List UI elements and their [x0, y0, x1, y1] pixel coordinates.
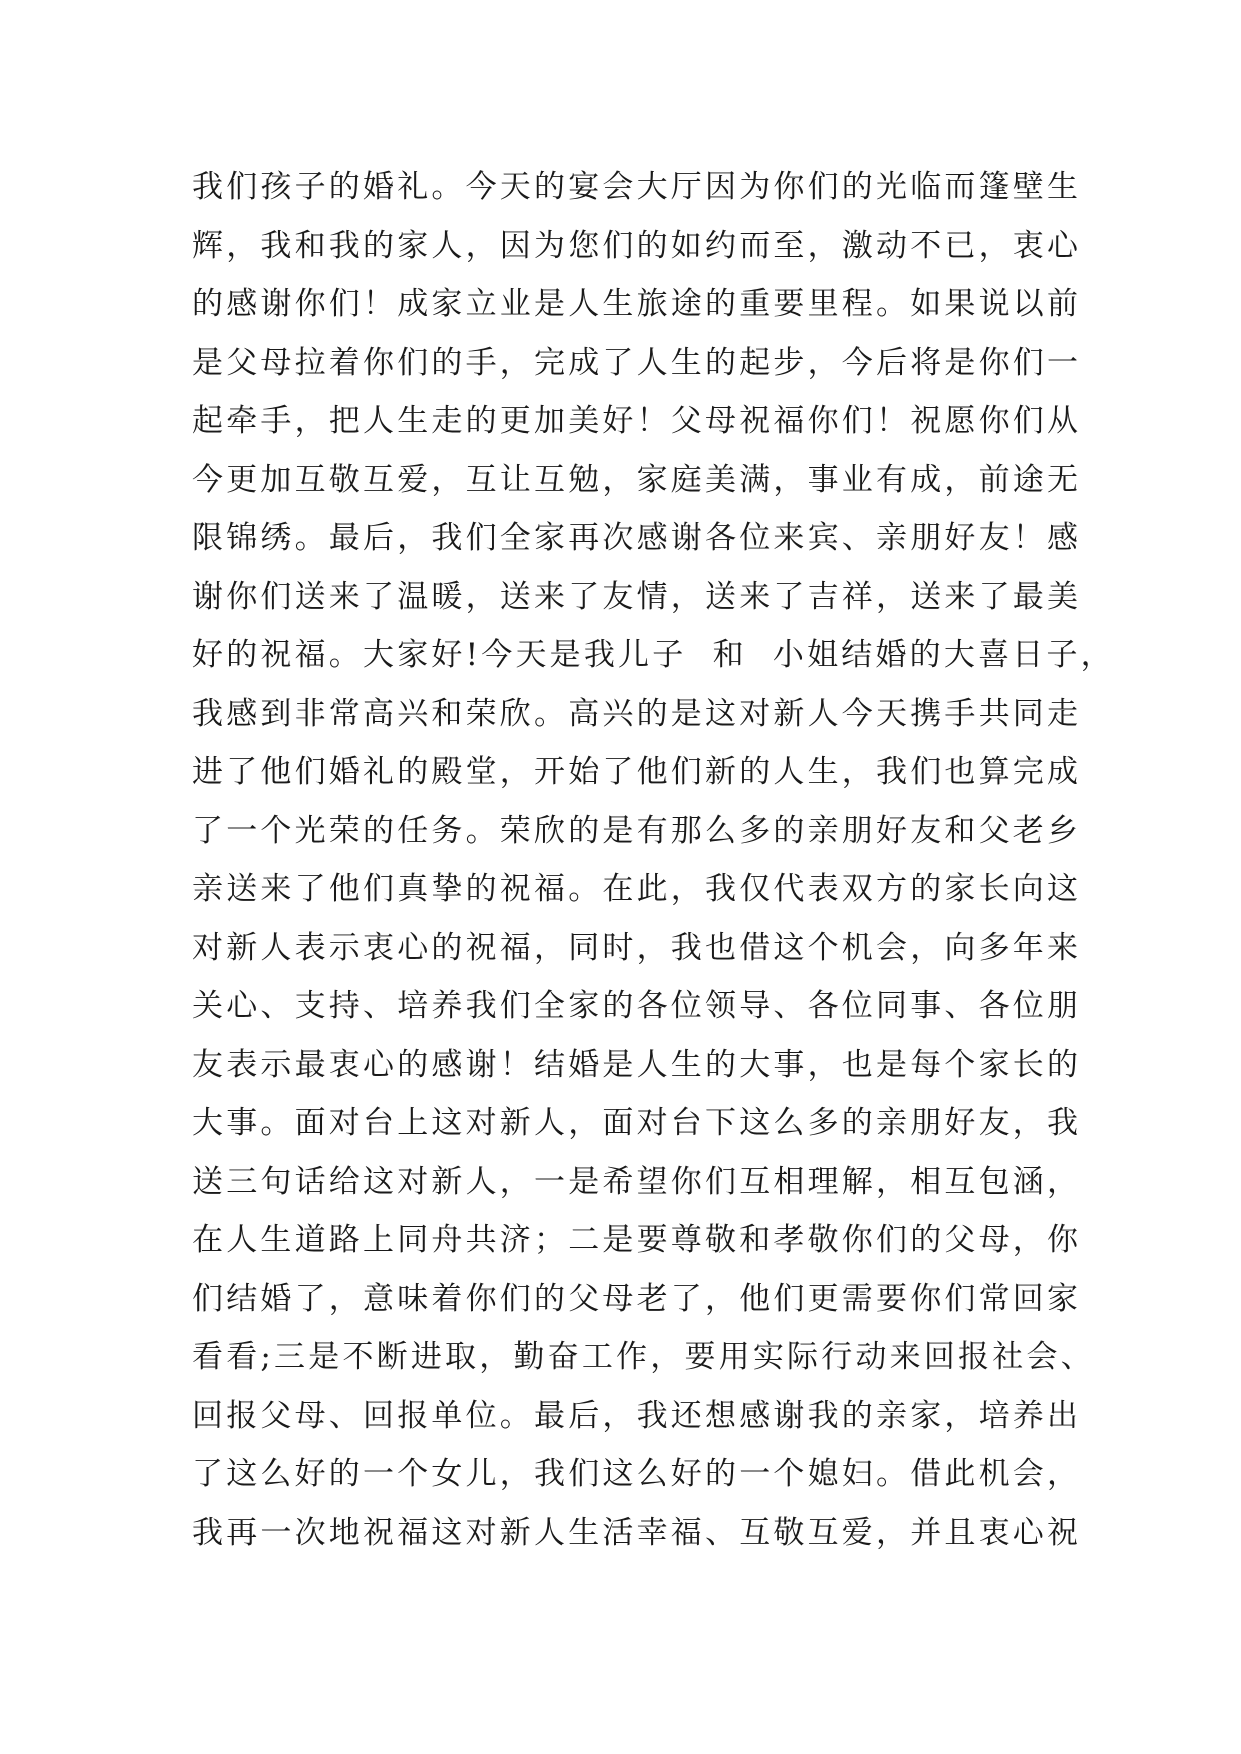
speech-text — [192, 158, 1115, 1562]
text-line: 我再一次地祝福这对新人生活幸福、互敬互爱，并且衷心祝 — [192, 1514, 1082, 1551]
text-line: 谢你们送来了温暖，送来了友情，送来了吉祥，送来了最美 — [192, 578, 1082, 615]
text-line: 辉，我和我的家人，因为您们的如约而至，激动不已，衷心 — [192, 227, 1082, 264]
text-line: 我们孩子的婚礼。今天的宴会大厅因为你们的光临而篷壁生 — [192, 169, 1082, 205]
text-line: 亲送来了他们真挚的祝福。在此，我仅代表双方的家长向这 — [192, 871, 1082, 907]
text-line: 的感谢你们！成家立业是人生旅途的重要里程。如果说以前 — [192, 286, 1082, 322]
text-line: 了这么好的一个女儿，我们这么好的一个媳妇。借此机会， — [192, 1456, 1082, 1492]
text-line: 进了他们婚礼的殿堂，开始了他们新的人生，我们也算完成 — [192, 754, 1082, 790]
text-line: 送三句话给这对新人，一是希望你们互相理解，相互包涵， — [192, 1163, 1082, 1200]
text-line: 起牵手，把人生走的更加美好！父母祝福你们！祝愿你们从 — [192, 403, 1082, 439]
text-line: 对新人表示衷心的祝福，同时，我也借这个机会，向多年来 — [192, 929, 1082, 966]
text-line: 了一个光荣的任务。荣欣的是有那么多的亲朋好友和父老乡 — [192, 812, 1082, 849]
text-line: 今更加互敬互爱，互让互勉，家庭美满，事业有成，前途无 — [192, 461, 1082, 498]
text-line: 关心、支持、培养我们全家的各位领导、各位同事、各位朋 — [192, 988, 1082, 1024]
text-line: 大事。面对台上这对新人，面对台下这么多的亲朋好友，我 — [192, 1105, 1082, 1141]
text-line: 友表示最衷心的感谢！结婚是人生的大事，也是每个家长的 — [192, 1046, 1082, 1083]
text-line: 在人生道路上同舟共济；二是要尊敬和孝敬你们的父母，你 — [192, 1222, 1082, 1258]
text-line: 是父母拉着你们的手，完成了人生的起步，今后将是你们一 — [192, 344, 1082, 381]
text-line: 好的祝福。大家好!今天是我儿子 和 小姐结婚的大喜日子， — [192, 637, 1115, 673]
text-line: 限锦绣。最后，我们全家再次感谢各位来宾、亲朋好友！感 — [192, 520, 1082, 556]
text-line: 们结婚了，意味着你们的父母老了，他们更需要你们常回家 — [192, 1280, 1082, 1317]
text-line: 回报父母、回报单位。最后，我还想感谢我的亲家，培养出 — [192, 1397, 1082, 1434]
text-line: 我感到非常高兴和荣欣。高兴的是这对新人今天携手共同走 — [192, 695, 1082, 732]
text-line: 看看;三是不断进取，勤奋工作，要用实际行动来回报社会、 — [192, 1339, 1095, 1375]
